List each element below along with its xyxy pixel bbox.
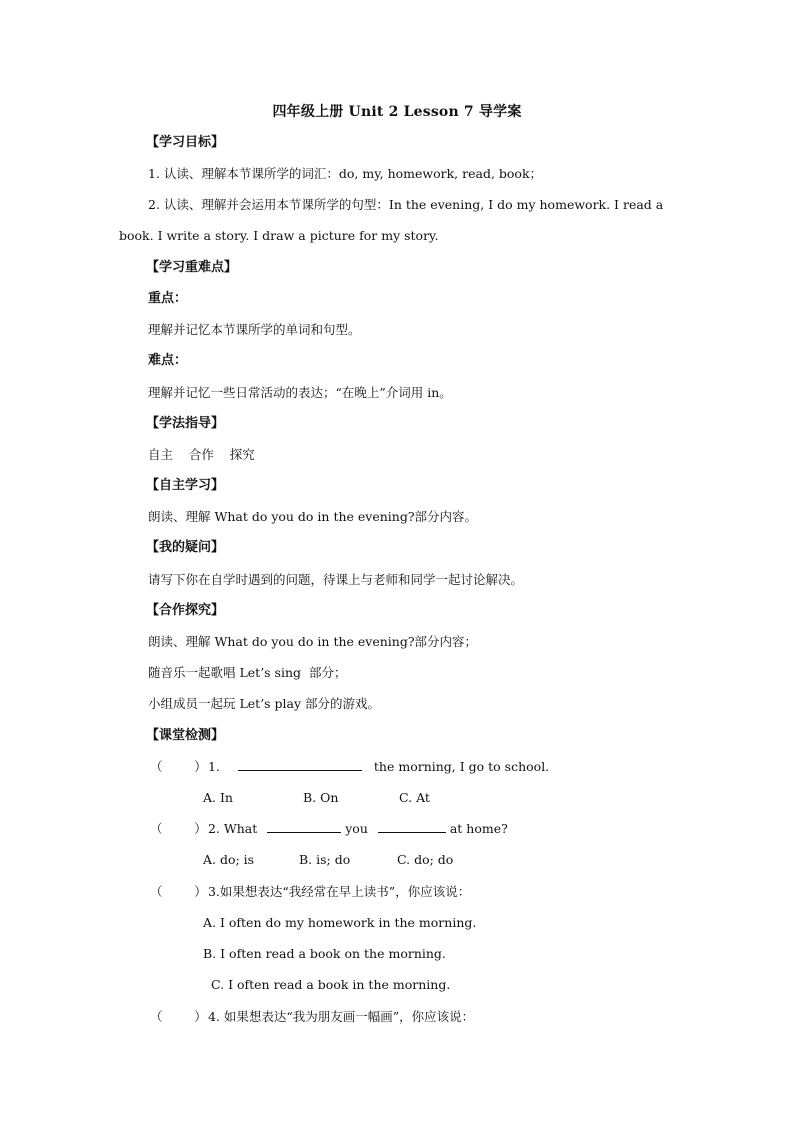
question-2-option-a: A. do; is	[203, 852, 255, 867]
question-1-options	[203, 789, 430, 807]
question-2-blank-2[interactable]	[378, 820, 446, 833]
cooperation-line-2: 随音乐一起歌唱 Let’s sing 部分；	[148, 665, 347, 680]
method-heading: 【学法指导】	[146, 416, 225, 431]
question-4	[150, 1008, 474, 1026]
question-2-option-c: C. do; do	[397, 852, 454, 867]
question-3	[150, 883, 470, 901]
question-1-text: the morning, I go to school.	[373, 759, 550, 774]
cooperation-line-3: 小组成员一起玩 Let’s play 部分的游戏。	[148, 696, 381, 711]
question-2-suffix: at home?	[449, 821, 508, 836]
focus-label: 重点：	[148, 291, 188, 306]
question-1-option-b: B. On	[303, 790, 339, 805]
answer-paren[interactable]: （ ）	[150, 1009, 207, 1024]
question-4-text: 4. 如果想表达“我为朋友画一幅画”，你应该说：	[207, 1009, 475, 1024]
questions-text: 请写下你在自学时遇到的问题，待课上与老师和同学一起讨论解决。	[148, 572, 524, 587]
cooperation-line-1: 朗读、理解 What do you do in the evening?部分内容；	[148, 634, 478, 649]
questions-heading: 【我的疑问】	[146, 540, 225, 555]
question-2-blank-1[interactable]	[267, 820, 341, 833]
method-text: 自主 合作 探究	[148, 447, 255, 462]
cooperation-heading: 【合作探究】	[146, 603, 225, 618]
objective-item-2-line-1: 2. 认读、理解并会运用本节课所学的句型：In the evening, I do my homework. I read a	[148, 197, 664, 212]
difficulty-label: 难点：	[148, 353, 188, 368]
objective-item-1: 1. 认读、理解本节课所学的词汇：do, my, homework, read, book；	[148, 166, 543, 181]
question-2-middle: you	[345, 821, 368, 836]
objective-item-2-line-2: book. I write a story. I draw a picture for my story.	[119, 228, 439, 243]
question-3-option-b: B. I often read a book on the morning.	[203, 946, 446, 961]
question-1-blank[interactable]	[238, 758, 362, 771]
question-2-option-b: B. is; do	[299, 852, 351, 867]
page-title: 四年级上册 Unit 2 Lesson 7 导学案	[272, 104, 522, 120]
question-1-option-c: C. At	[399, 790, 430, 805]
self-study-text: 朗读、理解 What do you do in the evening?部分内容。	[148, 509, 478, 524]
question-1-number: 1.	[207, 759, 220, 774]
answer-paren[interactable]: （ ）	[150, 759, 207, 774]
question-3-option-a: A. I often do my homework in the morning.	[203, 915, 477, 930]
question-2	[150, 820, 508, 838]
question-3-text: 3.如果想表达“我经常在早上读书”，你应该说：	[207, 884, 471, 899]
question-2-options	[203, 851, 453, 869]
question-3-option-c: C. I often read a book in the morning.	[211, 977, 451, 992]
self-study-heading: 【自主学习】	[146, 478, 225, 493]
test-heading: 【课堂检测】	[146, 728, 225, 743]
question-1	[150, 758, 549, 776]
difficulty-text: 理解并记忆一些日常活动的表达；“在晚上”介词用 in。	[148, 385, 452, 400]
key-points-heading: 【学习重难点】	[146, 260, 238, 275]
answer-paren[interactable]: （ ）	[150, 821, 207, 836]
question-1-option-a: A. In	[203, 790, 233, 805]
objectives-heading: 【学习目标】	[146, 135, 225, 150]
answer-paren[interactable]: （ ）	[150, 884, 207, 899]
question-2-prefix: 2. What	[207, 821, 258, 836]
focus-text: 理解并记忆本节课所学的单词和句型。	[148, 322, 361, 337]
